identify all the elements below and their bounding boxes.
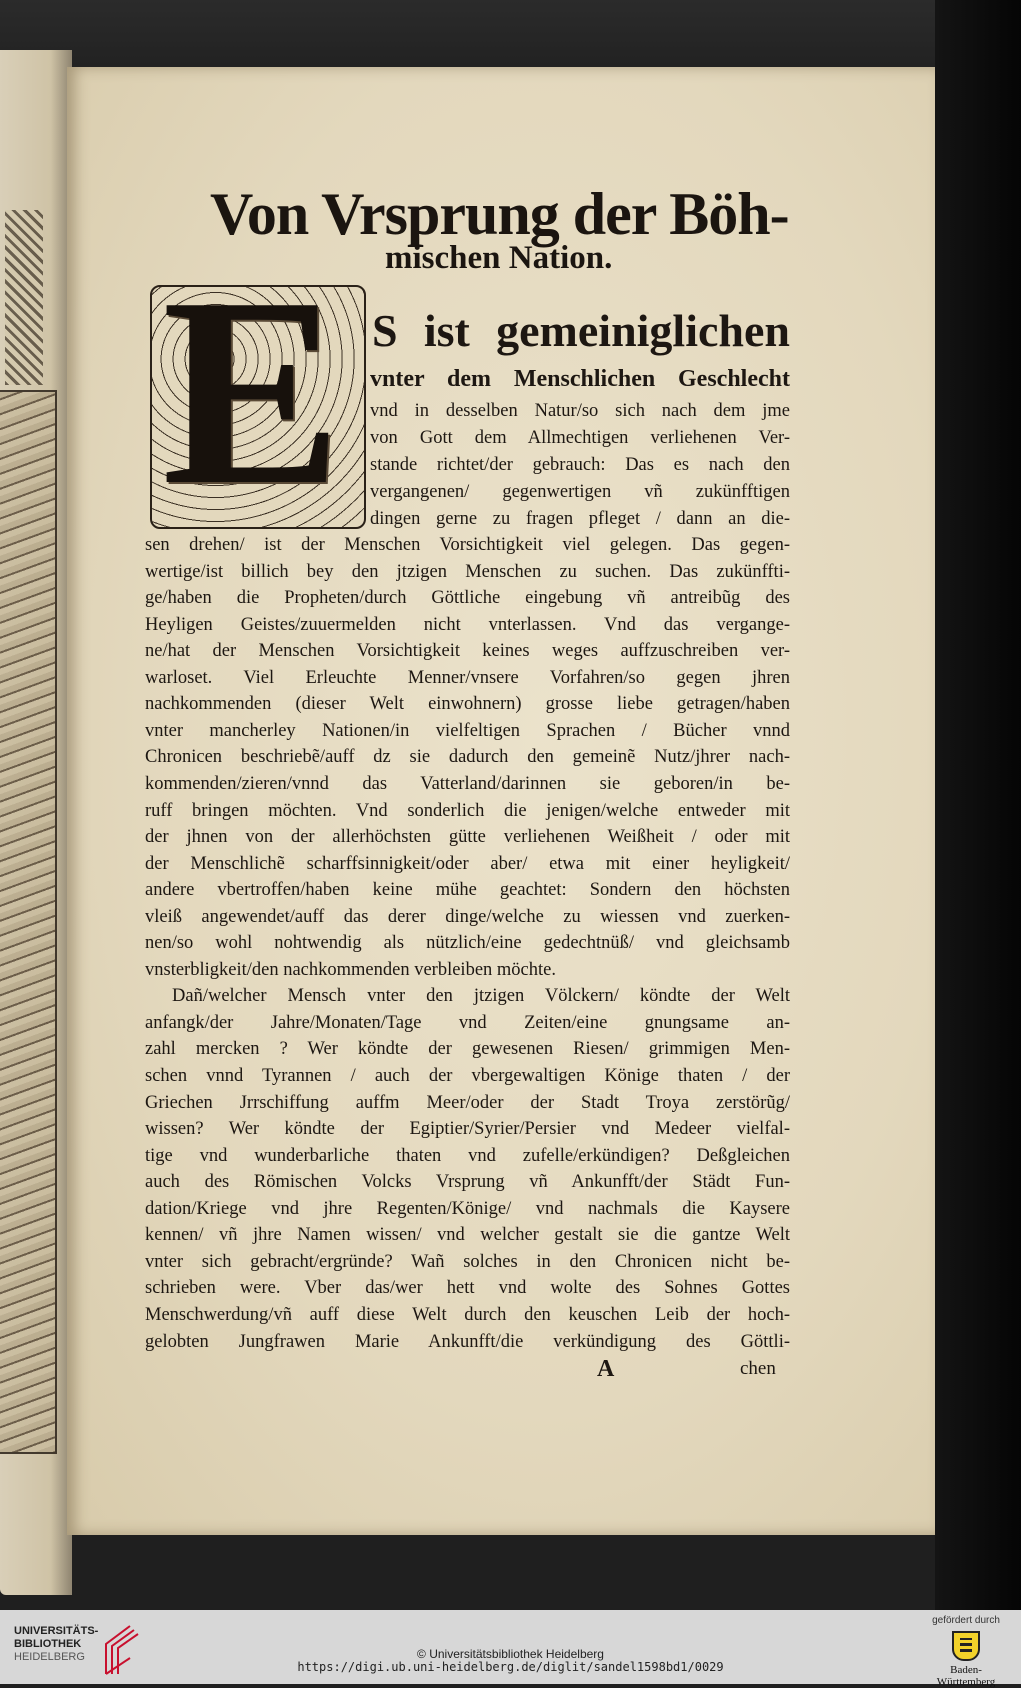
- text-line: kennen/ vñ jhre Namen wissen/ vnd welcher gestalt sie die gantze Welt: [145, 1225, 790, 1246]
- text-line: vnd in desselben Natur/so sich nach dem jme: [370, 401, 790, 421]
- copyright-text: © Universitätsbibliothek Heidelberg: [417, 1647, 604, 1661]
- text-line: anfangk/der Jahre/Monaten/Tage vnd Zeiten/eine gnungsame an-: [145, 1012, 790, 1033]
- copyright-block: [0, 1648, 1021, 1674]
- text-line: sen drehen/ ist der Menschen Vorsichtigkeit viel gelegen. Das gegen-: [145, 535, 790, 555]
- text-line: tige vnd wunderbarliche thaten vnd zufelle/erkündigen? Deßgleichen: [145, 1145, 790, 1166]
- text-line: schrieben were. Vber das/wer hett vnd wolte des Sohnes Gottes: [145, 1278, 790, 1299]
- text-line: der Menschlichẽ scharffsinnigkeit/oder aber/ etwa mit einer heyligkeit/: [145, 853, 790, 874]
- text-line: ge/haben die Propheten/durch Göttliche eingebung vñ antreibũg des: [145, 588, 790, 609]
- opening-line: S ist gemeiniglichen: [372, 305, 790, 356]
- funded-by-label: gefördert durch: [932, 1615, 1000, 1626]
- text-line: vnter sich gebracht/ergründe? Wañ solches in den Chronicen nicht be-: [145, 1251, 790, 1272]
- text-line: wertige/ist billich bey den jtzigen Menschen zu suchen. Das zukünffti-: [145, 561, 790, 582]
- funder-name: Baden-Württemberg: [936, 1664, 996, 1688]
- text-line: vnsterbligkeit/den nachkommenden verbleiben möchte.: [145, 959, 556, 980]
- background-right: [935, 0, 1021, 1610]
- text-line: ne/hat der Menschen Vorsichtigkeit keines weges auffzuschreiben ver-: [145, 641, 790, 662]
- catchword: chen: [740, 1358, 776, 1379]
- text-line: wissen? Wer köndte der Egiptier/Syrier/Persier vnd Medeer vielfal-: [145, 1119, 790, 1140]
- text-line: Menschwerdung/vñ auff diese Welt durch den keuschen Leib der hoch-: [145, 1304, 790, 1325]
- text-line: Chronicen beschriebẽ/auff dz sie dadurch den gemeinẽ Nutz/jhrer nach-: [145, 747, 790, 768]
- coat-of-arms-icon: [952, 1631, 980, 1661]
- facing-page-border-ornament: [0, 390, 57, 1454]
- chapter-title: Von Vrsprung der Böh-: [210, 181, 789, 247]
- text-line: ruff bringen möchten. Vnd sonderlich die jenigen/welche entweder mit: [145, 800, 790, 821]
- text-line: gelobten Jungfrawen Marie Ankunfft/die verkündigung des Göttli-: [145, 1331, 790, 1352]
- text-line: andere vbertroffen/haben keine mühe geachtet: Sondern den höchsten: [145, 880, 790, 901]
- library-name-line2: BIBLIOTHEK: [14, 1638, 82, 1650]
- chapter-title-continued: mischen Nation.: [385, 240, 613, 276]
- text-line: zahl mercken ? Wer köndte der gewesenen Riesen/ grimmigen Men-: [145, 1039, 790, 1060]
- text-line: vnter mancherley Nationen/in vielfeltigen Sprachen / Bücher vnnd: [145, 720, 790, 741]
- drop-cap-letter: E: [162, 242, 343, 541]
- text-line: vleiß angewendet/auff das derer dinge/welche zu wiessen vnd zuerken-: [145, 906, 790, 927]
- funder-block: [921, 1615, 1011, 1688]
- facing-page-ornament: [5, 210, 43, 385]
- text-line: schen vnnd Tyrannen / auch der vbergewaltigen Könige thaten / der: [145, 1066, 790, 1086]
- text-line: warloset. Viel Erleuchte Menner/vnsere Vorfahren/so gegen jhren: [145, 667, 790, 688]
- footer-bar: [0, 1610, 1021, 1688]
- text-line: dation/Kriege vnd jhre Regenten/Könige/ vnd nachmals die Kaysere: [145, 1198, 790, 1219]
- text-line: Heyligen Geistes/zuuermelden nicht vnterlassen. Vnd das vergange-: [145, 614, 790, 635]
- text-line: nen/so wohl nohtwendig als nützlich/eine gedechtnüß/ vnd gleichsamb: [145, 933, 790, 954]
- text-line: Griechen Jrrschiffung auffm Meer/oder der Stadt Troya zerstörũg/: [145, 1092, 790, 1113]
- text-line: auch des Römischen Volcks Vrsprung vñ Ankunfft/der Städt Fun-: [145, 1172, 790, 1193]
- text-line: von Gott dem Allmechtigen verliehenen Ver-: [370, 428, 790, 448]
- library-name-line3: HEIDELBERG: [14, 1651, 85, 1663]
- text-line: der jhnen von der allerhöchsten gütte verliehenen Weißheit / oder mit: [145, 827, 790, 848]
- ornamental-initial: [150, 242, 366, 541]
- text-line: nachkommenden (dieser Welt einwohnern) grosse liebe getragen/haben: [145, 694, 790, 715]
- text-line: stande richtet/der gebrauch: Das es nach den: [370, 455, 790, 475]
- library-name-line1: UNIVERSITÄTS-: [14, 1625, 99, 1637]
- facing-page-edge: [0, 50, 72, 1595]
- text-line: kommenden/zieren/vnnd das Vatterland/darinnen sie geboren/in be-: [145, 773, 790, 794]
- background: [0, 0, 1021, 67]
- text-line: dingen gerne zu fragen pfleget / dann an die-: [370, 509, 790, 529]
- text-line: vnter dem Menschlichen Geschlecht: [370, 366, 790, 392]
- permalink-url[interactable]: https://digi.ub.uni-heidelberg.de/diglit/sandel1598bd1/0029: [297, 1660, 724, 1674]
- text-line: Dañ/welcher Mensch vnter den jtzigen Völckern/ köndte der Welt: [172, 986, 790, 1007]
- text-line: vergangenen/ gegenwertigen vñ zukünfftigen: [370, 482, 790, 502]
- signature-mark: A: [597, 1356, 615, 1382]
